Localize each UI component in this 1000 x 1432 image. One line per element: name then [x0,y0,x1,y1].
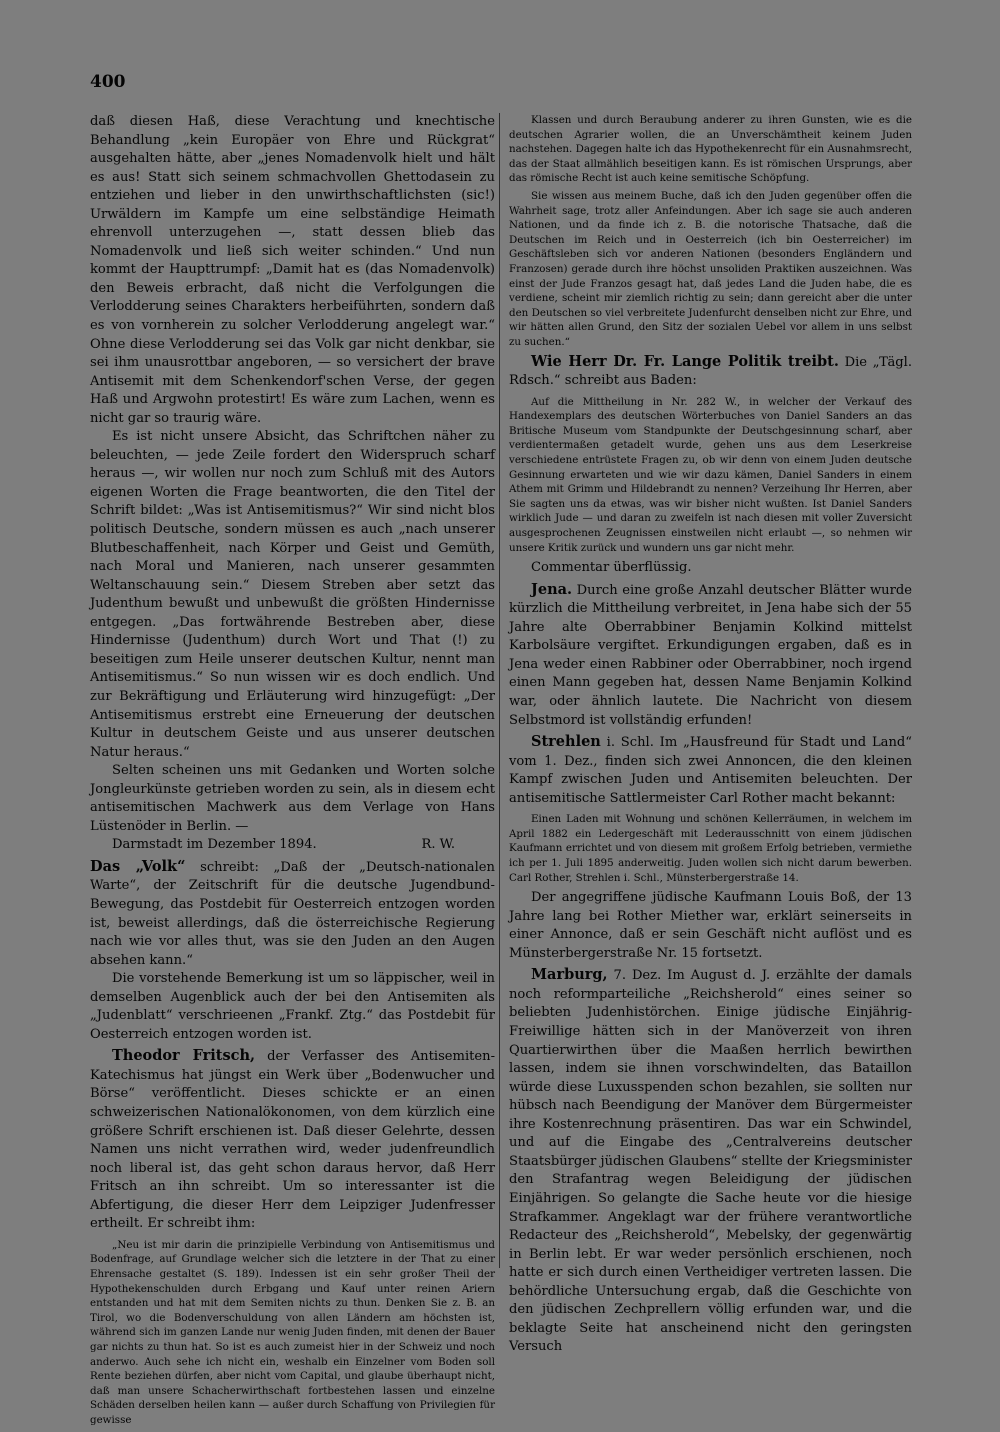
paragraph-what-is-antisemitism: Es ist nicht unsere Absicht, das Schriftchen näher zu beleuchten, — jede Zeile fordert den Widerspruch scharf heraus —, wir wollen nur noch zum Schluß mit des Autors eigenen Worten die Frage beantworten, die den Titel der Schrift bildet: „Was ist Antisemitismus?“ Wir sind nicht blos politisch Deutsche, sondern müssen es auch „nach unserer Blutbeschaffenheit, nach Körper und Geist und Gemüth, nach Moral und Manieren, nach unserer gesammten Weltanschauung sein.“ Diesem Streben aber setzt das Judenthum bewußt und unbewußt die größten Hindernisse entgegen. „Das fortwährende Bestreben aber, diese Hindernisse (Judenthum) durch Wort und That (!) zu beseitigen zum Heile unserer deutschen Kultur, nennt man Antisemitismus.“ So nun wissen wir es doch endlich. Und zur Bekräftigung und Erläuterung wird hinzugefügt: „Der Antisemitismus erstrebt eine Erneuerung der deutschen Kultur in deutschem Geiste und aus unserer deutschen Natur heraus.“ [90,429,495,760]
quote-block-continued [509,113,912,350]
heading-fritsch: Theodor Fritsch, [112,1047,256,1065]
right-column [509,113,912,1357]
article-volk-text: schreibt: „Daß der „Deutsch-nationalen Warte“, der Zeitschrift für die deutsche Jugendbund-Bewegung, das Postdebit für Oesterreich entzogen worden ist, beweist allerdings, daß die österreichische Regierung nach wie vor alles thut, was sie den Juden an den Augen absehen kann.“ [90,859,495,968]
quote-continued-text: Klassen und durch Beraubung anderer zu ihren Gunsten, wie es die deutschen Agrarier wollen, die an Unverschämtheit keinem Juden nachstehen. Dagegen halte ich das Hypothekenrecht für ein Ausnahmsrecht, das der Staat allmählich beseitigen kann. Es ist römischen Ursprungs, aber das römische Recht ist auch keine semitische Schöpfung. [509,114,912,185]
article-marburg-text: 7. Dez. Im August d. J. erzählte der damals noch reformparteiliche „Reichsherold“ eines seiner so beliebten Judenhistörchen. Einige jüdische Einjährig-Freiwillige hätten sich in der Manöverzeit von ihren Quartierwirthen über die Maaßen herrlich bewirthen lassen, indem sie ihnen vorschwindelten, das Bataillon würde diese Luxusspenden schon bezahlen, sie sollten nur hübsch nach Beendigung der Manöver dem Bürgermeister ihre Kostenrechnung präsentiren. Das war ein Schwindel, und auf die Eingabe des „Centralvereins deutscher Staatsbürger jüdischen Glaubens“ stellte der Kriegsminister den Strafantrag wegen Beleidigung der jüdischen Einjährigen. So gelangte die Sache heute vor die hiesige Strafkammer. Angeklagt war der frühere verantwortliche Redacteur des „Reichsherold“, Mebelsky, der gegenwärtig in Berlin lebt. Er war weder persönlich erschienen, noch hatte er sich durch einen Vertheidiger vertreten lassen. Die behördliche Untersuchung ergab, daß die Geschichte von den jüdischen Zechprellern völlig erfunden war, und die beklagte Seite hat anscheinend nicht den geringsten Versuch [509,968,912,1355]
heading-volk: Das „Volk“ [90,857,186,875]
quote-rother-text: Einen Laden mit Wohnung und schönen Kellerräumen, in welchem im April 1882 ein Ledergeschäft mit Lederausschnitt von einem jüdischen Kaufmann errichtet und von diesem mit großem Erfolg betrieben, vermiethe ich per 1. Juli 1895 anderweitig. Juden wollen sich nicht darum bewerben. Carl Rother, Strehlen i. Schl., Münsterbergerstraße 14. [509,813,912,884]
heading-jena: Jena. [531,580,573,598]
signature: R. W. [421,837,455,853]
comment-line: Commentar überflüssig. [531,560,692,576]
article-fritsch-text: der Verfasser des Antisemiten-Katechismus hat jüngst ein Werk über „Bodenwucher und Börse“ veröffentlicht. Dieses schickte er an einen schweizerischen Nationalökonomen, von dem kürzlich eine größere Schrift erschienen ist. Daß dieser Gelehrte, dessen Namen uns nicht verrathen wird, weder judenfreundlich noch liberal ist, das geht schon daraus hervor, daß Herr Fritsch an ihn schreibt. Um so interessanter ist die Abfertigung, die dieser Herr dem Leipziger Judenfresser ertheilt. Er schreibt ihm: [90,1049,496,1232]
article-volk [90,858,495,970]
paragraph-antisemitism-critique: daß diesen Haß, diese Verachtung und knechtische Behandlung „kein Europäer von Ehre und Rückgrat“ ausgehalten hätte, aber „jenes Nomadenvolk hielt und hält es aus! Statt sich seinem schmachvollen Ghettodasein zu entziehen und lieber in den unwirthschaftlichsten (sic!) Urwäldern im Kampfe um eine selbständige Heimath ehrenvoll unterzugehen —, statt dessen blieb das Nomadenvolk und ließ sich weiter schinden.“ Und nun kommt der Haupttrumpf: „Damit hat es (das Nomadenvolk) den Beweis erbracht, daß nicht die Verfolgungen die Verlodderung seines Charakters herbeiführten, sondern daß es von vornherein zu solcher Verlodderung angelegt war.“ Ohne diese Verlodderung sei das Volk gar nicht denkbar, sie sei ihm unausrottbar angeboren, — so versichert der brave Antisemit mit dem Schenkendorf'schen Verse, der gegen Haß und Argwohn protestirt! Es wäre zum Lachen, wenn es nicht gar so traurig wäre. [90,114,495,426]
article-jena [509,581,912,730]
article-lange-text: Die „Tägl. Rdsch.“ schreibt aus Baden: [509,354,912,389]
quote-block-sanders [509,395,912,556]
heading-strehlen: Strehlen [531,733,601,751]
quote-text: „Neu ist mir darin die prinzipielle Verbindung von Antisemitismus und Bodenfrage, auf Grundlage welcher sich die letztere in der That zu einer Ehrensache gestaltet (S. 189). Indessen ist ein sehr großer Theil der Hypothekenschulden durch Erbgang und Kauf unter reinen Ariern entstanden und hat mit dem Semiten nichts zu thun. Denken Sie z. B. an Tirol, wo die Bodenverschuldung von allen Ländern am höchsten ist, während sich im ganzen Lande nur wenig Juden finden, mit denen der Bauer gar nichts zu thun hat. So ist es auch zumeist hier in der Schweiz und noch anderwo. Auch sehe ich nicht ein, weshalb ein Einzelner vom Boden soll Rente beziehen dürfen, aber nicht vom Capital, und glaube überhaupt nicht, daß man unsere Schacherwirthschaft fortbestehen lassen und einzelne Schäden derselben heilen kann — außer durch Schaffung von Privilegien für gewisse [90,1238,495,1426]
heading-lange: Wie Herr Dr. Fr. Lange Politik treibt. [531,352,839,370]
quote-block-rother [509,812,912,885]
article-fritsch [90,1047,495,1233]
column-divider [499,113,500,1268]
left-column [90,113,495,1432]
article-marburg [509,966,912,1356]
dateline [90,836,495,855]
paragraph-postdebit: Die vorstehende Bemerkung ist um so läppischer, weil in demselben Augenblick auch der bei den Antisemiten als „Judenblatt“ verschrieenen „Frankf. Ztg.“ das Postdebit für Oesterreich entzogen worden ist. [90,971,495,1042]
article-strehlen [509,733,912,808]
dateline-text: Darmstadt im Dezember 1894. [112,837,317,853]
paragraph-jongleur: Selten scheinen uns mit Gedanken und Worten solche Jongleurkünste getrieben worden zu sein, als in diesem echt antisemitischen Machwerk aus dem Verlage von Hans Lüstenöder in Berlin. — [90,763,495,834]
page-number: 400 [90,72,126,92]
paragraph-boss: Der angegriffene jüdische Kaufmann Louis Boß, der 13 Jahre lang bei Rother Miether war, erklärt seinerseits in einer Annonce, daß er sein Geschäft nicht auflöst und es Münsterbergerstraße Nr. 15 fortsetzt. [509,890,912,961]
quote-second-paragraph: Sie wissen aus meinem Buche, daß ich den Juden gegenüber offen die Wahrheit sage, trotz aller Anfeindungen. Aber ich sage sie auch anderen Nationen, und da finde ich z. B. die notorische Thatsache, daß die Deutschen im Reich und in Oesterreich (ich bin Oesterreicher) im Geschäftsleben sich vor anderen Nationen (besonders Engländern und Franzosen) gerade durch ihre höchst unsoliden Praktiken auszeichnen. Was einst der Jude Franzos gesagt hat, daß jedes Land die Juden habe, die es verdiene, scheint mir ziemlich richtig zu sein; dann gereicht aber die unter den Deutschen so viel verbreitete Judenfurcht denselben nicht zur Ehre, und wir hätten allen Grund, den Sitz der sozialen Uebel vor allem in uns selbst zu suchen.“ [509,189,912,348]
quote-block-fritsch [90,1238,495,1428]
article-strehlen-text: i. Schl. Im „Hausfreund für Stadt und Land“ vom 1. Dez., finden sich zwei Annoncen, die den kleinen Kampf zwischen Juden und Antisemiten beleuchten. Der antisemitische Sattlermeister Carl Rother macht bekannt: [509,735,912,806]
article-lange [509,353,912,391]
quote-sanders-text: Auf die Mittheilung in Nr. 282 W., in welcher der Verkauf des Handexemplars des deutschen Wörterbuches von Daniel Sanders an das Britische Museum vom Standpunkte der Deutschgesinnung scharf, aber verdientermaßen getadelt wurde, gehen uns aus dem Leserkreise verschiedene entrüstete Fragen zu, ob wir denn von einem Juden deutsche Gesinnung erwarteten und wie wir dazu kämen, Daniel Sanders in einem Athem mit Grimm und Hildebrandt zu nennen? Verzeihung Ihr Herren, aber Sie sagten uns da etwas, was wir bisher nicht wußten. Ist Daniel Sanders wirklich Jude — und daran zu zweifeln ist nach diesen mit voller Zuversicht ausgesprochenen Zeugnissen einstweilen nicht erlaubt —, so nehmen wir unsere Kritik zurück und wundern uns gar nicht mehr. [509,395,912,554]
heading-marburg: Marburg, [531,966,608,984]
article-jena-text: Durch eine große Anzahl deutscher Blätter wurde kürzlich die Mittheilung verbreitet, in Jena habe sich der 55 Jahre alte Oberrabbiner Benjamin Kolkind mittelst Karbolsäure vergiftet. Erkundigungen ergaben, daß es in Jena weder einen Rabbiner oder Oberrabbiner, noch irgend einen Mann gegeben hat, dessen Name Benjamin Kolkind war, oder ähnlich lautete. Die Nachricht von diesem Selbstmord ist vollständig erfunden! [509,582,912,728]
